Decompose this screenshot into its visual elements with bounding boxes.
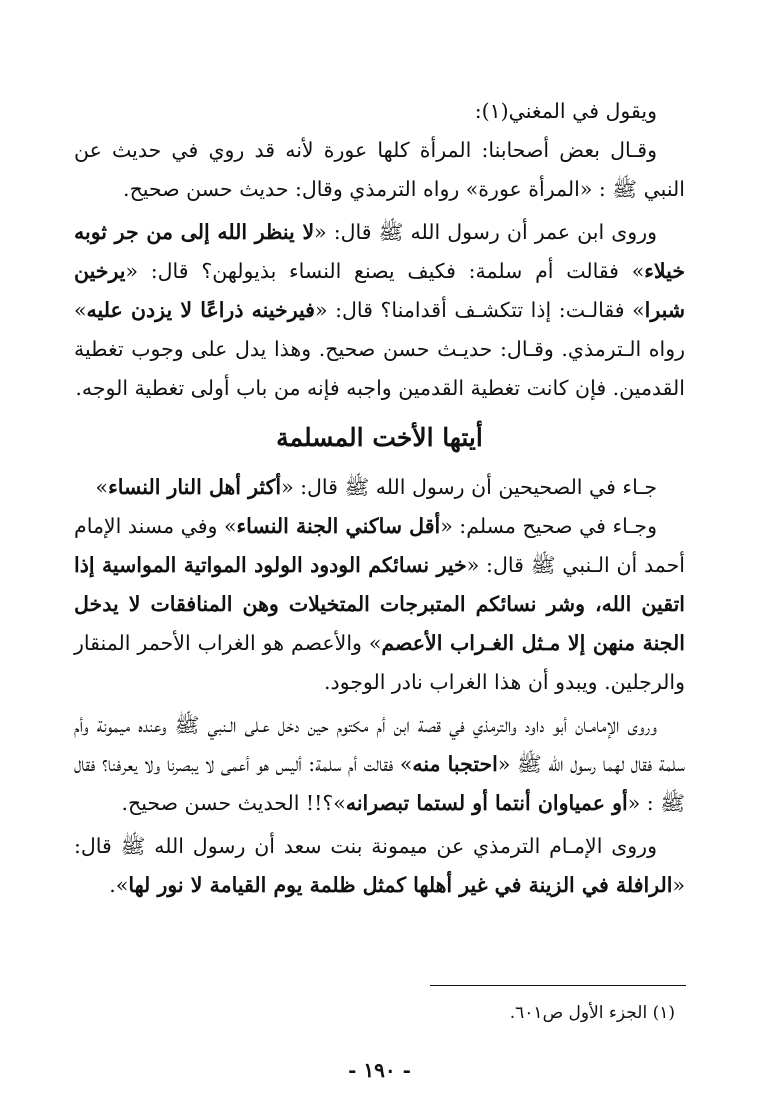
- paragraph-sahihayn: [74, 468, 685, 507]
- hadith-quote: أكثر أهل النار النساء: [108, 475, 282, 499]
- text-run: » فقالت أم سلمة: فكيف يصنع النساء بذيولهن؟ قال: «: [125, 259, 645, 283]
- text-run: » وفي مسند الإمام أحمد أن الـنبي ﷺ قال: «: [74, 514, 685, 577]
- section-heading: أيتها الأخت المسلمة: [276, 423, 483, 452]
- text-run: وروى الإمامـان أبو داود والترمذي في قصة ابن أم مكتوم حين دخل عـلى الـنبي ﷺ وعنده ميمونة وأم سلمة فقال لهما رسول الله ﷺ «: [74, 713, 685, 776]
- hadith-quote: لا ينظر الله إلى من جر ثوبه خيلاء: [74, 220, 685, 283]
- text-run: »؟!! الحديث حسن صحيح.: [121, 791, 346, 815]
- hadith-quote: أقل ساكني الجنة النساء: [236, 514, 441, 538]
- hadith-quote: احتجبا منه: [412, 752, 498, 776]
- text-run: وروى الإمـام الترمذي عن ميمونة بنت سعد أن رسول الله ﷺ قال: «: [74, 834, 685, 897]
- hadith-quote: فيرخينه ذراعًا لا يزدن عليه: [86, 298, 315, 322]
- text-run: وجـاء في صحيح مسلم: «: [440, 514, 657, 538]
- text-run: »: [95, 475, 109, 499]
- paragraph-ibn-umar: [74, 213, 685, 408]
- text-run: » رواه الـترمذي. وقـال: حديـث حسن صحيح. وهذا يدل على وجوب تغطية القدمين. فإن كانت تغطية القدمين واجبه فإنه من باب أولى تغطية الوجه.: [74, 298, 685, 400]
- text-run: » فقالت أم سلمة: أليس هو أعمى لا يبصرنا ولا يعرفنا؟ فقال ﷺ : «: [74, 752, 685, 815]
- paragraph-muslim-ahmad: [74, 507, 685, 702]
- hadith-quote: خير نسائكم الودود الولود المواتية المواسية إذا اتقين الله، وشر نسائكم المتبرجات المتخيلات وهن المنافقات لا يدخل الجنة منهن إلا مـثل الغـراب الأعصم: [74, 553, 685, 655]
- footnote-divider: [430, 985, 686, 986]
- paragraph-ibn-umm-maktum: [74, 706, 685, 823]
- hadith-quote: أو عمياوان أنتما أو لستما تبصرانه: [345, 791, 628, 815]
- text-run: » والأعصم هو الغراب الأحمر المنقار والرجلين. ويبدو أن هذا الغراب نادر الوجود.: [74, 631, 685, 694]
- text-run: ».: [109, 873, 129, 897]
- hadith-quote: الرافلة في الزينة في غير أهلها كمثل ظلمة يوم القيامة لا نور لها: [128, 873, 673, 897]
- text-run: جـاء في الصحيحين أن رسول الله ﷺ قال: «: [281, 475, 657, 499]
- footnote: (١) الجزء الأول ص٦٠١.: [509, 1003, 675, 1023]
- paragraph-maymunah: [74, 827, 685, 905]
- text-run: وروى ابن عمر أن رسول الله ﷺ قال: «: [314, 220, 657, 244]
- text-run: » فقالـت: إذا تتكشـف أقدامنا؟ قال: «: [314, 298, 645, 322]
- paragraph-awrah: وقـال بعض أصحابنا: المرأة كلها عورة لأنه قد روي في حديث عن النبي ﷺ : «المرأة عورة» رواه الترمذي وقال: حديث حسن صحيح.: [74, 138, 685, 201]
- page-number: - ١٩٠ -: [348, 1058, 411, 1082]
- hadith-quote: يرخين شبرا: [74, 259, 685, 322]
- intro-line: ويقول في المغني(١):: [474, 99, 657, 123]
